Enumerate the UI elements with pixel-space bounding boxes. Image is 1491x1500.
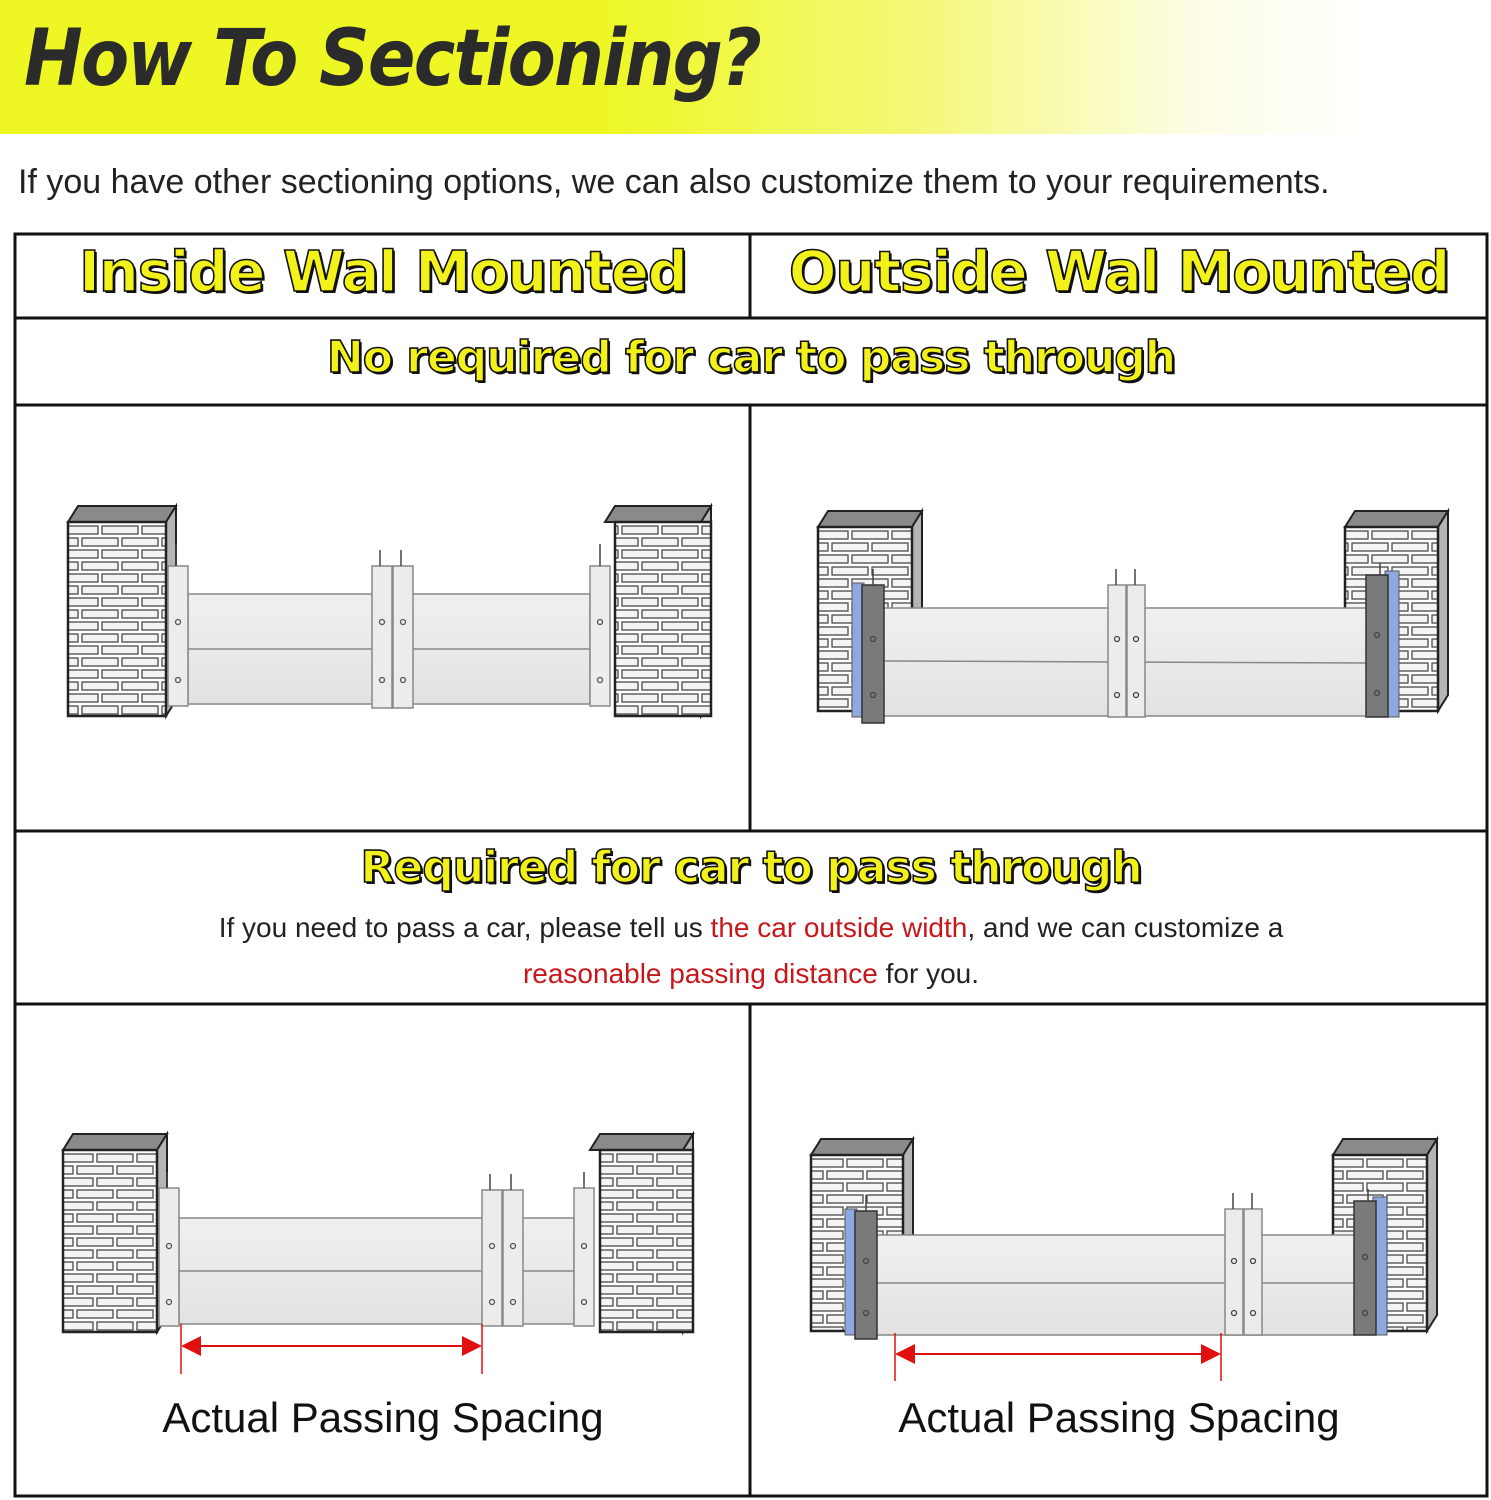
car-note-line-1: If you need to pass a car, please tell us the car outside width, and we can customize a: [218, 912, 1284, 943]
passing-spacing-arrow: [895, 1333, 1221, 1381]
brick-pillar-right: [590, 1134, 693, 1332]
caption-outside-spacing: Actual Passing Spacing: [898, 1394, 1340, 1441]
column-heading-outside: Outside Wal Mounted: [788, 240, 1450, 305]
outside-mounted-car-diagram: [805, 1133, 1450, 1388]
car-note-line-2: reasonable passing distance for you.: [522, 958, 980, 989]
subtitle: If you have other sectioning options, we can also customize them to your requirements.: [18, 163, 1330, 201]
car-heading: Required for car to pass through: [360, 842, 1142, 893]
flood-barrier-panels: [875, 1235, 1355, 1335]
inside-mounted-car-diagram: [55, 1128, 705, 1383]
inside-mounted-diagram: [60, 500, 720, 725]
caption-inside-spacing: Actual Passing Spacing: [162, 1394, 604, 1441]
outside-mounted-diagram: [810, 505, 1460, 730]
brick-pillar-left: [63, 1134, 167, 1332]
no-car-heading: No required for car to pass through: [326, 332, 1176, 383]
brick-pillar-left: [68, 506, 176, 716]
column-heading-inside: Inside Wal Mounted: [79, 240, 687, 305]
passing-spacing-arrow: [181, 1324, 482, 1374]
page-title: How To Sectioning?: [24, 14, 761, 104]
car-width-highlight: the car outside width: [710, 912, 968, 943]
mounting-posts: [1225, 1209, 1262, 1335]
mounting-posts: [1108, 585, 1145, 717]
brick-pillar-right: [605, 506, 711, 716]
passing-distance-highlight: reasonable passing distance: [522, 958, 878, 989]
